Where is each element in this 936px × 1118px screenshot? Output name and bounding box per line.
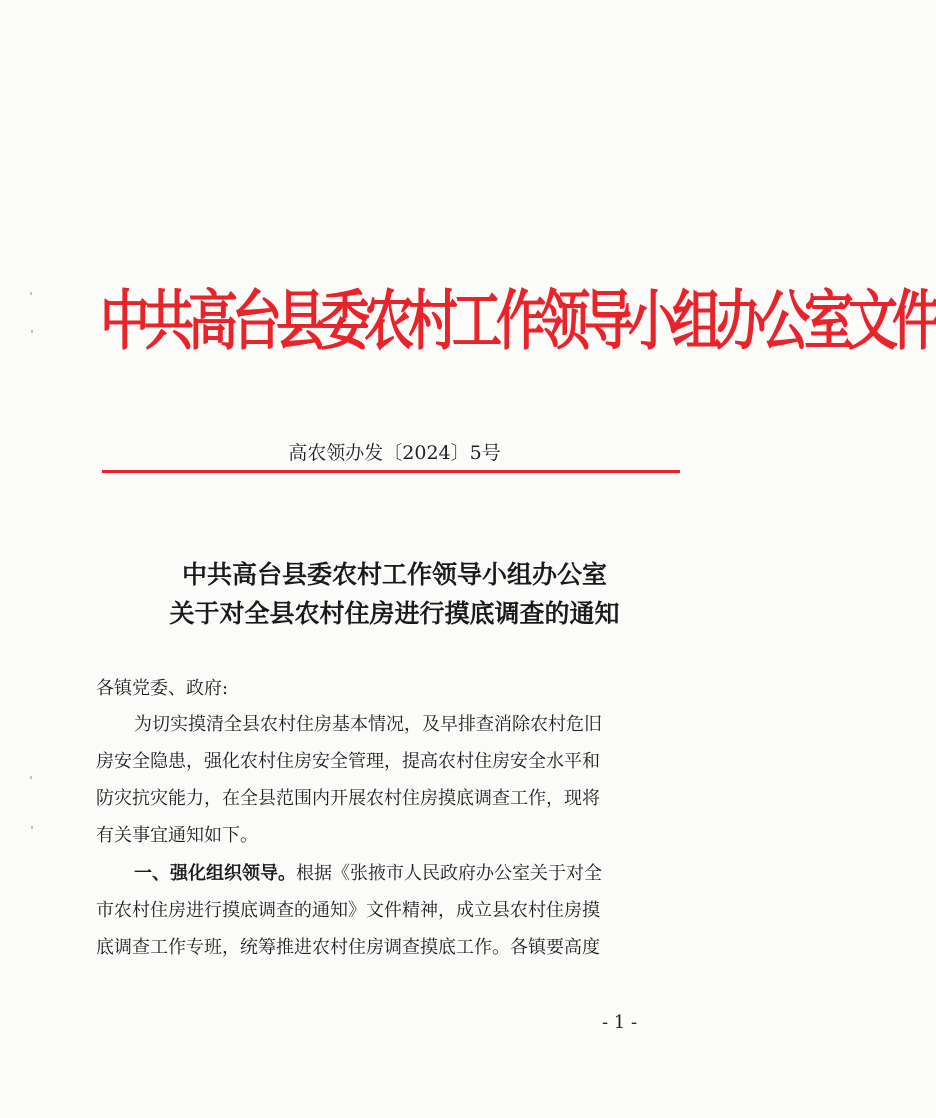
paragraph-1-line-3: 防灾抗灾能力，在全县范围内开展农村住房摸底调查工作，现将 xyxy=(96,788,600,809)
red-divider-line xyxy=(102,470,680,473)
notice-title-line-2: 关于对全县农村住房进行摸底调查的通知 xyxy=(169,599,620,628)
paragraph-1-line-1: 为切实摸清全县农村住房基本情况，及早排查消除农村危旧 xyxy=(134,714,602,735)
organization-header: 中共高台县委农村工作领导小组办公室文件 xyxy=(100,283,936,359)
document-number: 高农领办发〔2024〕5号 xyxy=(288,442,501,464)
section-heading: 一、强化组织领导。 xyxy=(134,863,296,884)
scan-speck xyxy=(30,292,32,295)
scan-speck xyxy=(30,776,32,779)
page-number: - 1 - xyxy=(602,1012,638,1033)
notice-title-line-1: 中共高台县委农村工作领导小组办公室 xyxy=(181,560,607,589)
scan-speck xyxy=(31,826,33,829)
paragraph-2-line-1-text: 根据《张掖市人民政府办公室关于对全 xyxy=(296,863,602,884)
paragraph-2-line-2: 市农村住房进行摸底调查的通知》文件精神，成立县农村住房摸 xyxy=(96,900,600,921)
paragraph-2-line-3: 底调查工作专班，统筹推进农村住房调查摸底工作。各镇要高度 xyxy=(96,937,600,958)
paragraph-1-line-4: 有关事宜通知如下。 xyxy=(96,825,258,846)
paragraph-1-line-2: 房安全隐患，强化农村住房安全管理，提高农村住房安全水平和 xyxy=(96,751,600,772)
salutation: 各镇党委、政府: xyxy=(96,678,229,699)
paragraph-2-line-1 xyxy=(134,861,602,887)
scan-speck xyxy=(31,330,33,333)
